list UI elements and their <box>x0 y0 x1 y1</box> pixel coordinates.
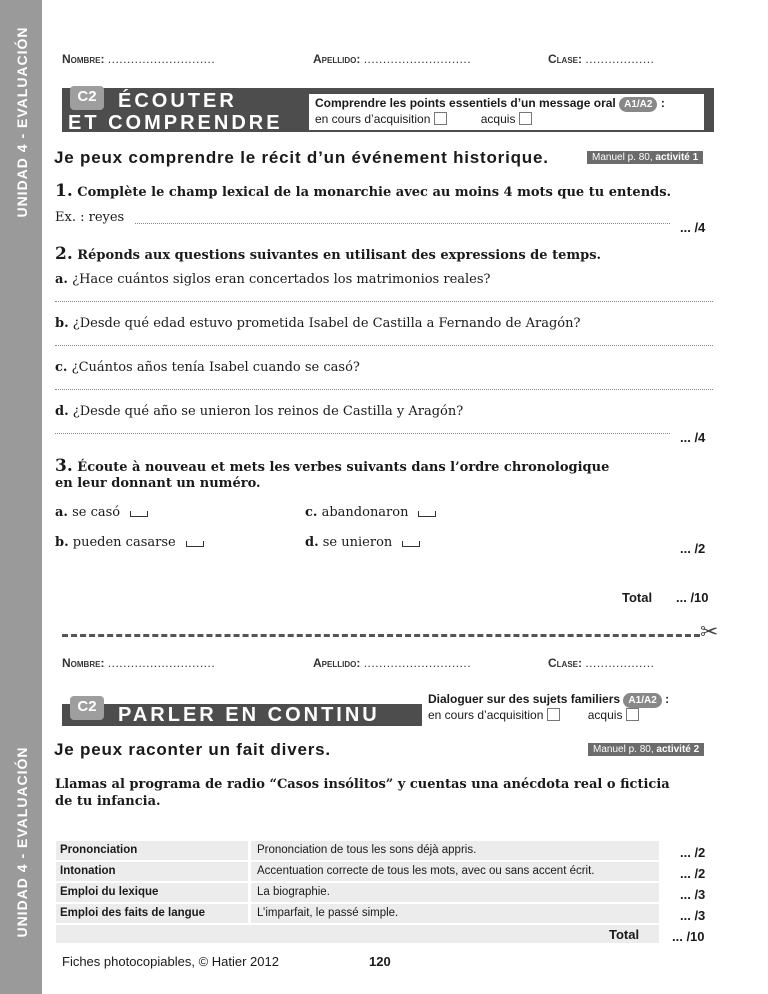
section2-in-progress-checkbox[interactable] <box>547 708 560 721</box>
grid-row <box>56 904 659 923</box>
question-3-number: 3. <box>55 456 73 476</box>
question-3d-text: se unieron <box>322 535 393 550</box>
section1-status-acquired: acquis <box>480 112 516 126</box>
question-2 <box>55 244 601 264</box>
section2-total-score: ... /10 <box>672 929 705 944</box>
question-2a <box>55 272 491 287</box>
section2-title: PARLER EN CONTINU <box>118 704 380 726</box>
question-1 <box>55 181 671 201</box>
section2-prompt <box>55 776 670 810</box>
clase-label: Clase: <box>548 52 582 66</box>
section2-badge: C2 <box>70 696 104 720</box>
section1-in-progress-checkbox[interactable] <box>434 112 447 125</box>
clase-field[interactable] <box>548 52 654 66</box>
section2-manuel-ref <box>588 743 704 756</box>
question-3b-text: pueden casarse <box>72 535 176 550</box>
section1-manuel-prefix: Manuel p. 80, <box>592 152 653 163</box>
question-3c-text: abandonaron <box>321 505 409 520</box>
question-1-example: Ex. : reyes <box>55 210 125 225</box>
question-2c-letter: c. <box>55 360 68 375</box>
nombre-label: Nombre: <box>62 656 105 670</box>
question-3c <box>305 505 436 520</box>
question-3-score: ... /2 <box>680 541 706 556</box>
apellido-field[interactable] <box>313 52 471 66</box>
apellido-label: Apellido: <box>313 656 361 670</box>
question-1-number: 1. <box>55 181 73 201</box>
section2-status-in-progress: en cours d’acquisition <box>428 708 544 722</box>
grid-total-row <box>56 925 659 943</box>
grid-criterion: Emploi du lexique <box>56 883 248 902</box>
grid-description: Prononciation de tous les sons déjà appris. <box>251 841 659 860</box>
grid-row <box>56 883 659 902</box>
sidebar-label-top: UNIDAD 4 - EVALUACIÓN <box>14 26 30 218</box>
nombre-label: Nombre: <box>62 52 105 66</box>
nombre-field[interactable] <box>62 52 215 66</box>
apellido-dots: ............................ <box>363 656 472 670</box>
section2-prompt-line1: Llamas al programa de radio “Casos insólitos” y cuentas una anécdota real o ficticia <box>55 777 670 792</box>
sidebar-label-bottom: UNIDAD 4 - EVALUACIÓN <box>14 746 30 938</box>
section1-banner <box>62 88 714 132</box>
question-2b-text: ¿Desde qué edad estuvo prometida Isabel de Castilla a Fernando de Aragón? <box>72 316 581 331</box>
answer-line[interactable] <box>55 389 713 390</box>
grid-criterion: Prononciation <box>56 841 248 860</box>
section2-skill-box <box>422 690 714 726</box>
question-2a-text: ¿Hace cuántos siglos eran concertados los matrimonios reales? <box>72 272 491 287</box>
question-3d <box>305 535 420 550</box>
scissors-icon: ✂ <box>700 620 719 645</box>
order-number-slot[interactable] <box>186 541 204 547</box>
section2-manuel-activity: activité 2 <box>656 744 700 755</box>
nombre-field-2[interactable] <box>62 656 215 670</box>
question-2d-letter: d. <box>55 404 69 419</box>
question-2d <box>55 404 463 419</box>
grid-criterion: Intonation <box>56 862 248 881</box>
apellido-field-2[interactable] <box>313 656 471 670</box>
grid-description: Accentuation correcte de tous les mots, avec ou sans accent écrit. <box>251 862 659 881</box>
section1-skill-box <box>309 94 704 130</box>
clase-dots: .................. <box>585 656 655 670</box>
footer-copyright: Fiches photocopiables, © Hatier 2012 <box>62 954 279 969</box>
grid-score: ... /3 <box>680 908 706 923</box>
question-2-score: ... /4 <box>680 430 706 445</box>
question-3a-letter: a. <box>55 505 68 520</box>
question-2d-text: ¿Desde qué año se unieron los reinos de Castilla y Aragón? <box>72 404 464 419</box>
clase-dots: .................. <box>585 52 655 66</box>
question-3 <box>55 458 609 492</box>
answer-line[interactable] <box>55 345 713 346</box>
question-2b <box>55 316 580 331</box>
section1-total-label: Total <box>622 590 653 605</box>
question-3d-letter: d. <box>305 535 319 550</box>
clase-field-2[interactable] <box>548 656 654 670</box>
clase-label: Clase: <box>548 656 582 670</box>
section1-manuel-ref <box>587 151 703 164</box>
question-2b-letter: b. <box>55 316 69 331</box>
question-3-text-line2: en leur donnant un numéro. <box>55 476 261 491</box>
question-3b-letter: b. <box>55 535 69 550</box>
nombre-dots: ............................ <box>107 52 216 66</box>
question-2c-text: ¿Cuántos años tenía Isabel cuando se casó? <box>71 360 360 375</box>
section2-status-acquired: acquis <box>587 708 623 722</box>
apellido-label: Apellido: <box>313 52 361 66</box>
answer-line[interactable] <box>55 433 670 434</box>
cut-line <box>62 634 700 637</box>
question-2c <box>55 360 360 375</box>
section1-total-score: ... /10 <box>676 590 709 605</box>
section1-badge: C2 <box>70 86 104 110</box>
question-2a-letter: a. <box>55 272 68 287</box>
answer-line[interactable] <box>55 301 713 302</box>
section2-heading: Je peux raconter un fait divers. <box>54 740 331 759</box>
section1-skill: Comprendre les points essentiels d’un message oral <box>315 96 616 110</box>
section2-banner <box>62 692 714 726</box>
section2-acquired-checkbox[interactable] <box>626 708 639 721</box>
sidebar <box>0 0 42 994</box>
section1-title-line2: ET COMPRENDRE <box>68 112 283 134</box>
section1-title-line1: ÉCOUTER <box>118 90 237 112</box>
grid-score: ... /2 <box>680 845 706 860</box>
grid-score: ... /2 <box>680 866 706 881</box>
order-number-slot[interactable] <box>402 541 420 547</box>
question-2-text: Réponds aux questions suivantes en utilisant des expressions de temps. <box>77 248 602 263</box>
section1-manuel-activity: activité 1 <box>655 152 699 163</box>
grid-row <box>56 841 659 860</box>
section1-colon: : <box>660 96 665 110</box>
section2-skill: Dialoguer sur des sujets familiers <box>428 692 621 706</box>
nombre-dots: ............................ <box>107 656 216 670</box>
question-3a <box>55 505 148 520</box>
grid-description: L’imparfait, le passé simple. <box>251 904 659 923</box>
section2-colon: : <box>665 692 670 706</box>
section2-prompt-line2: de tu infancia. <box>55 794 161 809</box>
grid-row <box>56 862 659 881</box>
question-3-text-line1: Écoute à nouveau et mets les verbes suivants dans l’ordre chronologique <box>77 460 610 475</box>
section2-level: A1/A2 <box>623 693 661 708</box>
grid-description: La biographie. <box>251 883 659 902</box>
grid-criterion: Emploi des faits de langue <box>56 904 248 923</box>
section1-status-in-progress: en cours d’acquisition <box>315 112 431 126</box>
section2-manuel-prefix: Manuel p. 80, <box>593 744 654 755</box>
section2-total-label: Total <box>609 927 640 942</box>
order-number-slot[interactable] <box>130 511 148 517</box>
question-1-score: ... /4 <box>680 220 706 235</box>
section1-level: A1/A2 <box>619 97 657 112</box>
apellido-dots: ............................ <box>363 52 472 66</box>
grid-score: ... /3 <box>680 887 706 902</box>
question-2-number: 2. <box>55 244 73 264</box>
question-3a-text: se casó <box>72 505 121 520</box>
section1-acquired-checkbox[interactable] <box>519 112 532 125</box>
section1-heading: Je peux comprendre le récit d’un événement historique. <box>54 148 549 167</box>
question-3c-letter: c. <box>305 505 318 520</box>
question-3b <box>55 535 204 550</box>
order-number-slot[interactable] <box>418 511 436 517</box>
answer-line[interactable] <box>135 223 670 224</box>
page-number: 120 <box>369 954 391 969</box>
question-1-text: Complète le champ lexical de la monarchie avec au moins 4 mots que tu entends. <box>77 185 672 200</box>
